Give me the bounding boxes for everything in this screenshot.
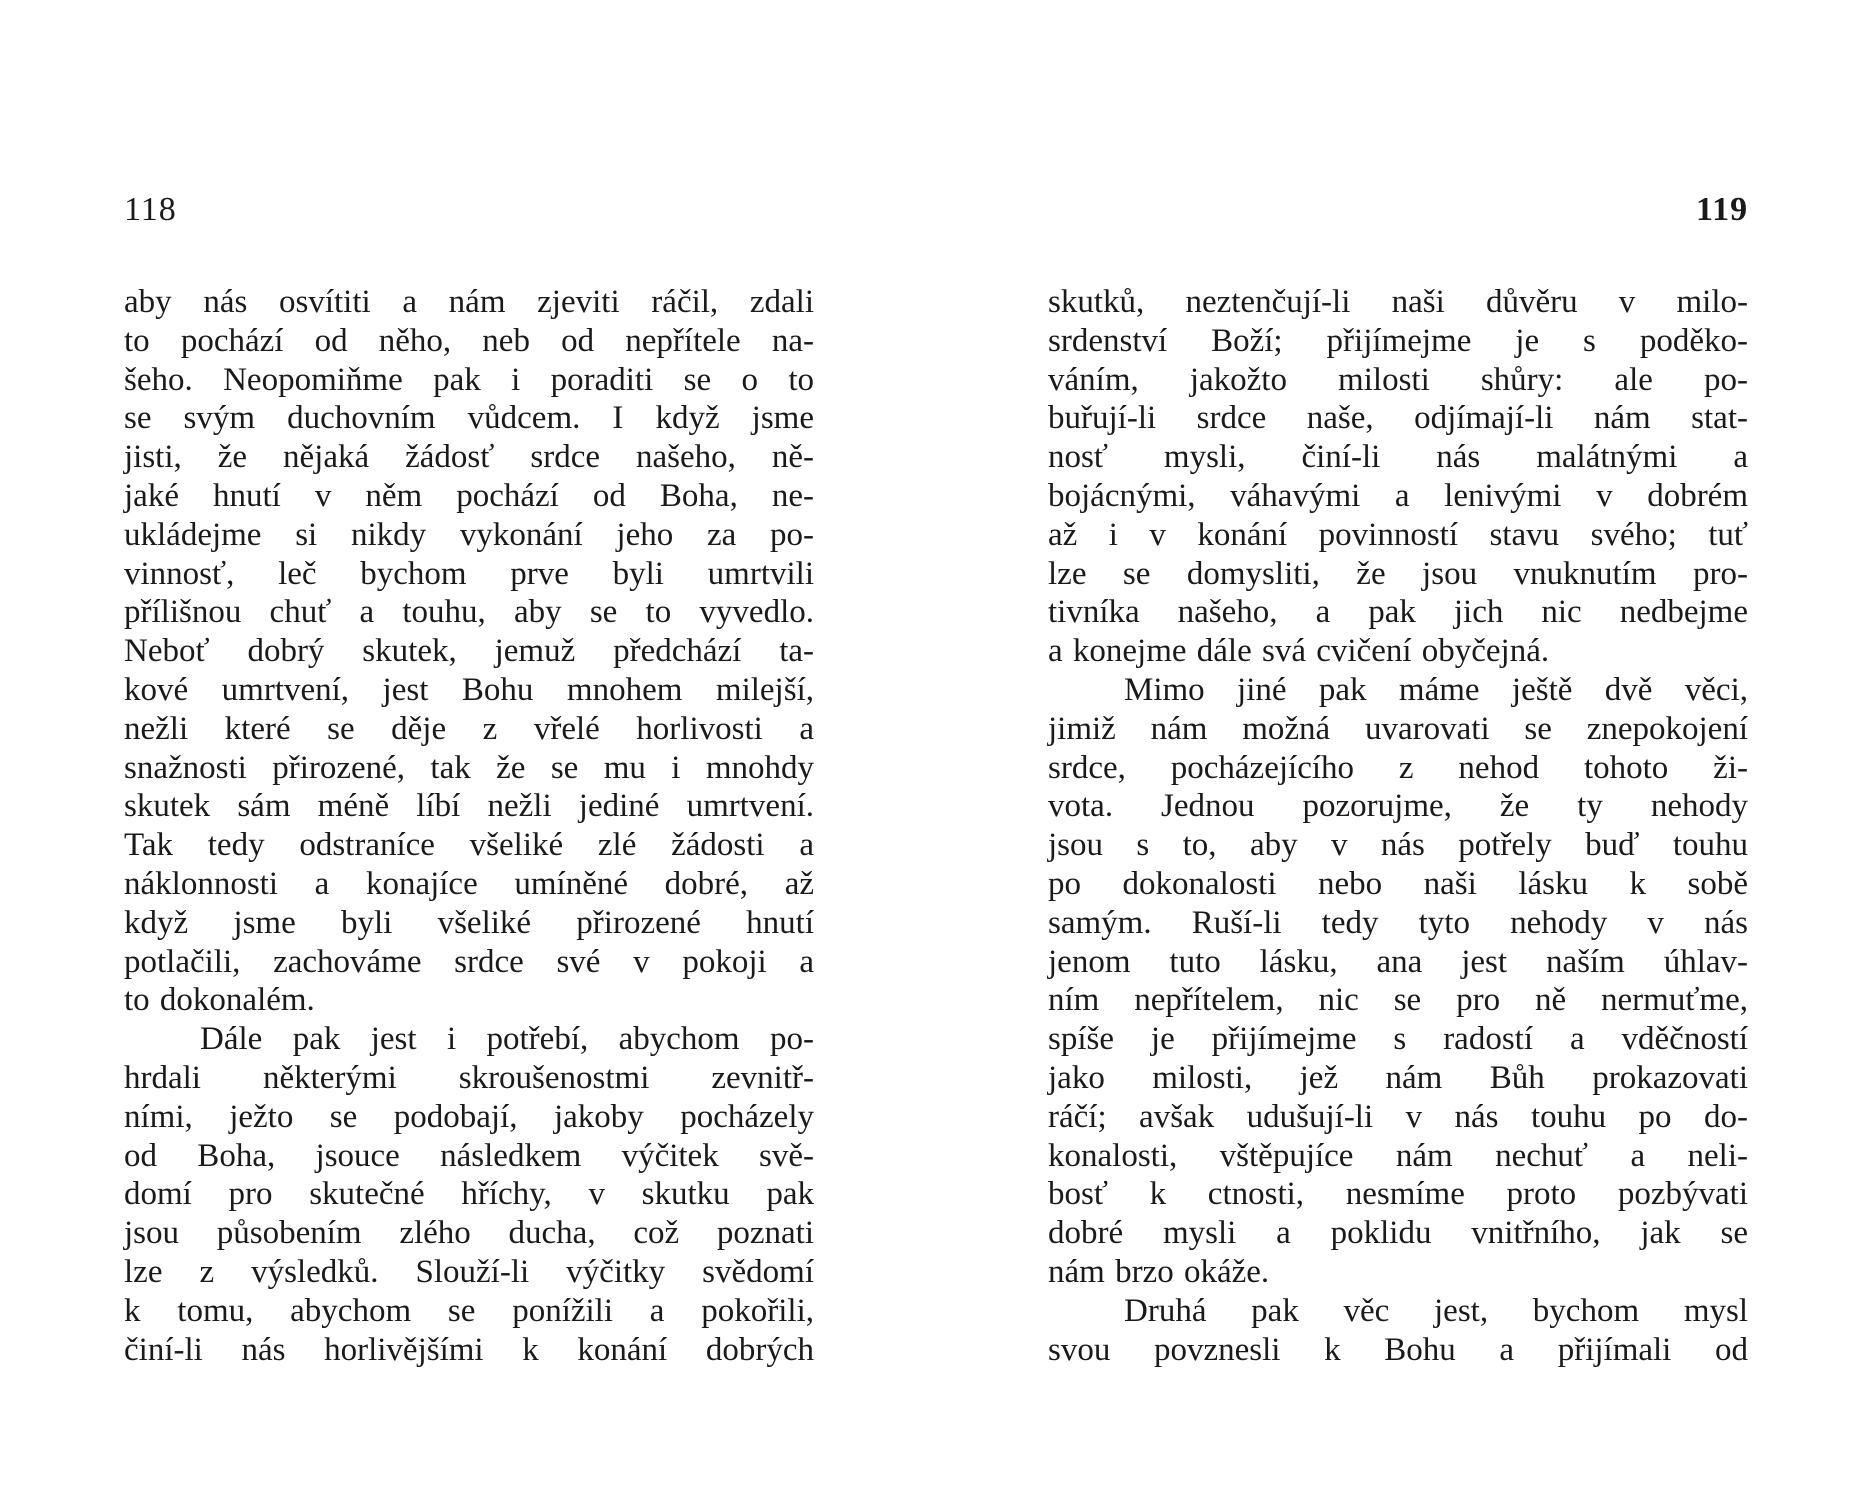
text-line: Dále pak jest i potřebí, abychom po- [200,1021,814,1058]
text-line: skutků, neztenčují-li naši důvěru v milo- [1048,284,1748,320]
text-line: dobré mysli a poklidu vnitřního, jak se [1048,1215,1748,1252]
text-line: jenom tuto lásku, ana jest naším úhlav- [1048,943,1748,980]
text-line: od Boha, jsouce následkem výčitek svě- [124,1137,814,1174]
text-line: tivníka našeho, a pak jich nic nedbejme [1048,594,1748,631]
text-line: váním, jakožto milosti shůry: ale po- [1048,361,1748,398]
text-line: jisti, že nějaká žádosť srdce našeho, ně- [124,439,814,476]
text-line: ráčí; avšak udušují-li v nás touhu po do- [1048,1098,1748,1135]
text-line: spíše je přijímejme s radostí a vděčností [1048,1021,1748,1058]
text-line: ními, ježto se podobají, jakoby pocházely [124,1098,814,1135]
text-line: nežli které se děje z vřelé horlivosti a [124,710,814,747]
page-number-left: 118 [124,191,177,228]
text-line: to dokonalém. [124,982,315,1019]
text-line: skutek sám méně líbí nežli jediné umrtvení. [124,788,814,825]
text-line: a konejme dále svá cvičení obyčejná. [1048,633,1550,670]
right-page-text [1048,283,1748,1369]
text-line: vota. Jednou pozorujme, že ty nehody [1048,788,1748,825]
text-line: jako milosti, jež nám Bůh prokazovati [1048,1059,1748,1096]
text-line: to pochází od něho, neb od nepřítele na- [124,322,814,359]
text-line: jsou s to, aby v nás potřely buď touhu [1048,827,1748,864]
text-line: přílišnou chuť a touhu, aby se to vyvedlo. [124,594,814,631]
text-line: bojácnými, váhavými a lenivými v dobrém [1048,477,1748,514]
text-line: potlačili, zachováme srdce své v pokoji a [124,943,814,980]
text-line: šeho. Neopomiňme pak i poraditi se o to [124,361,814,398]
text-line: konalosti, vštěpujíce nám nechuť a neli- [1048,1137,1748,1174]
text-line: lze z výsledků. Slouží-li výčitky svědomí [124,1253,814,1290]
text-line: buřují-li srdce naše, odjímají-li nám stat- [1048,400,1748,437]
text-line: ukládejme si nikdy vykonání jeho za po- [124,516,814,553]
left-page-text [124,283,814,1369]
text-line: až i v konání povinností stavu svého; tuť [1048,516,1748,553]
text-line: srdenství Boží; přijímejme je s poděko- [1048,322,1748,359]
text-line: snažnosti přirozené, tak že se mu i mnohdy [124,749,814,786]
text-line: činí-li nás horlivějšími k konání dobrých [124,1331,814,1368]
text-line: domí pro skutečné hříchy, v skutku pak [124,1176,814,1213]
text-line: ním nepřítelem, nic se pro ně nermuťme, [1048,982,1748,1019]
text-line: se svým duchovním vůdcem. I když jsme [124,400,814,437]
text-line: kové umrtvení, jest Bohu mnohem milejší, [124,671,814,708]
text-line: náklonnosti a konajíce umíněné dobré, až [124,865,814,902]
text-line: bosť k ctnosti, nesmíme proto pozbývati [1048,1176,1748,1213]
text-line: k tomu, abychom se ponížili a pokořili, [124,1292,814,1329]
text-line: Mimo jiné pak máme ještě dvě věci, [1124,671,1748,708]
text-line: samým. Ruší-li tedy tyto nehody v nás [1048,904,1748,941]
text-line: když jsme byli všeliké přirozené hnutí [124,904,814,941]
page-number-right: 119 [1696,191,1749,228]
text-line: Druhá pak věc jest, bychom mysl [1124,1292,1748,1329]
text-line: jimiž nám možná uvarovati se znepokojení [1048,710,1748,747]
text-line: hrdali některými skroušenostmi zevnitř- [124,1059,814,1096]
text-line: jsou působením zlého ducha, což poznati [124,1215,814,1252]
text-line: nosť mysli, činí-li nás malátnými a [1048,439,1748,476]
text-line: Tak tedy odstraníce všeliké zlé žádosti a [124,827,814,864]
text-line: svou povznesli k Bohu a přijímali od [1048,1331,1748,1368]
text-line: nám brzo okáže. [1048,1253,1270,1290]
text-line: po dokonalosti nebo naši lásku k sobě [1048,865,1748,902]
text-line: aby nás osvítiti a nám zjeviti ráčil, zdali [124,284,814,320]
text-line: lze se domysliti, že jsou vnuknutím pro- [1048,555,1748,592]
text-line: jaké hnutí v něm pochází od Boha, ne- [124,477,814,514]
text-line: srdce, pocházejícího z nehod tohoto ži- [1048,749,1748,786]
text-line: Neboť dobrý skutek, jemuž předchází ta- [124,633,814,670]
text-line: vinnosť, leč bychom prve byli umrtvili [124,555,814,592]
